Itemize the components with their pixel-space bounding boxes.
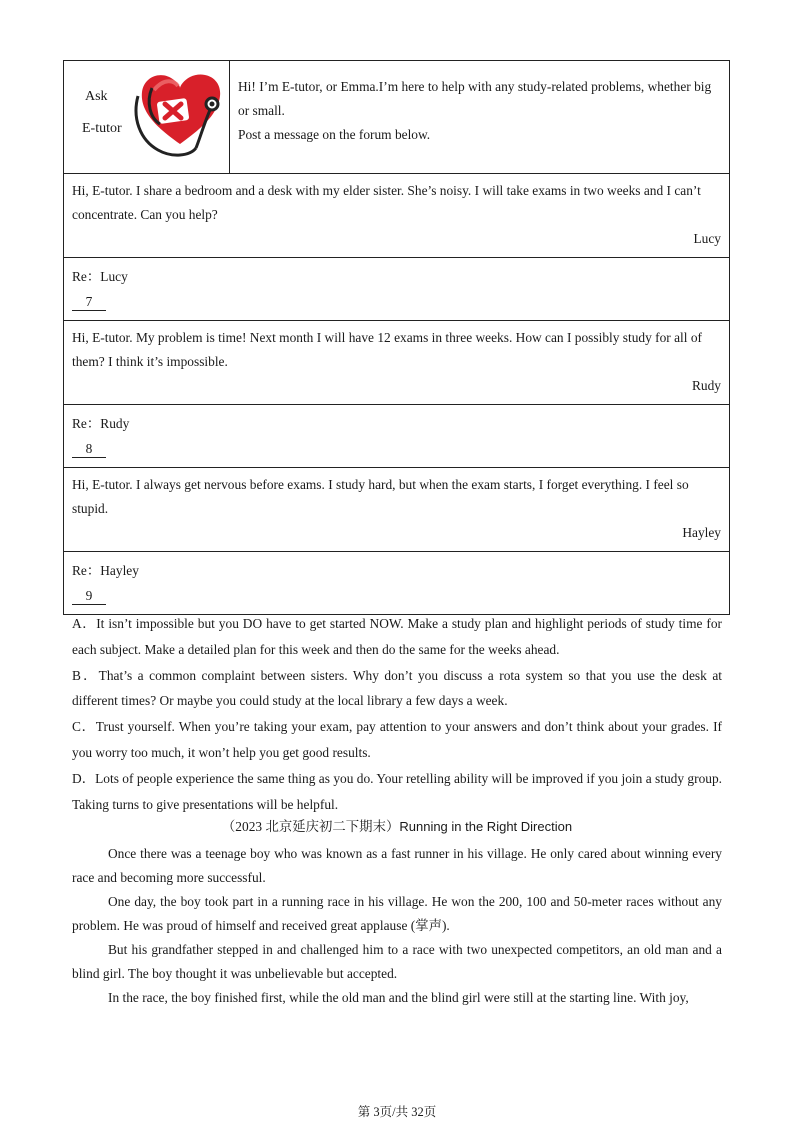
option-c: C．Trust yourself. When you’re taking your exam, pay attention to your answers and don’t think about your grades. If you worry too much, it won’t help you get good results. — [72, 719, 722, 760]
post-text: Hi, E-tutor. My problem is time! Next month I will have 12 exams in three weeks. How can I possibly study for all of them? I think it’s impossible. — [72, 330, 702, 369]
post-author: Hayley — [682, 525, 721, 540]
e-tutor-intro — [230, 61, 730, 174]
forum-post-rudy — [64, 321, 730, 405]
e-tutor-forum-table — [63, 60, 730, 615]
answer-options — [72, 611, 722, 817]
post-text: Hi, E-tutor. I always get nervous before exams. I study hard, but when the exam starts, I forget everything. I feel so stupid. — [72, 477, 689, 516]
forum-post-hayley — [64, 468, 730, 552]
post-author: Rudy — [691, 378, 721, 393]
answer-blank-8[interactable]: 8 — [72, 441, 106, 458]
passage-title: Running in the Right Direction — [399, 819, 573, 834]
passage-paragraph: But his grandfather stepped in and challenged him to a race with two unexpected competitors, an old man and a blind girl. The boy thought it was unbelievable but accepted. — [72, 942, 722, 981]
passage-paragraph: One day, the boy took part in a running race in his village. He won the 200, 100 and 50-meter races without any problem. He was proud of himself and received great applause (掌声). — [72, 894, 722, 933]
answer-blank-9[interactable]: 9 — [72, 588, 106, 605]
e-tutor-label: E-tutor — [82, 121, 122, 136]
option-a: A．It isn’t impossible but you DO have to get started NOW. Make a study plan and highlight periods of study time for each subject. Make a detailed plan for this week and then do the same for the weeks ahead. — [72, 616, 722, 657]
reply-label: Re：Lucy — [72, 269, 128, 284]
reading-passage — [72, 842, 722, 1010]
passage-paragraph: Once there was a teenage boy who was known as a fast runner in his village. He only cared about winning every race and becoming more successful. — [72, 846, 722, 885]
page-number: 第 3页/共 32页 — [357, 1105, 437, 1119]
reply-label: Re：Hayley — [72, 563, 139, 578]
post-text: Hi, E-tutor. I share a bedroom and a desk with my elder sister. She’s noisy. I will take exams in two weeks and I can’t concentrate. Can you help? — [72, 183, 701, 222]
ask-label: Ask — [85, 89, 108, 104]
answer-blank-7[interactable]: 7 — [72, 294, 106, 311]
intro-instruction: Post a message on the forum below. — [238, 127, 431, 142]
passage-paragraph: In the race, the boy finished first, while the old man and the blind girl were still at the starting line. With joy, — [108, 990, 689, 1005]
passage-source: （2023 北京延庆初二下期末） — [221, 819, 400, 834]
post-author: Lucy — [693, 231, 721, 246]
intro-text: Hi! I’m E-tutor, or Emma.I’m here to help with any study-related problems, whether big or small. — [238, 79, 712, 118]
forum-post-lucy — [64, 174, 730, 258]
heart-stethoscope-icon — [134, 66, 226, 162]
e-tutor-logo-cell — [64, 61, 230, 174]
reply-hayley — [64, 552, 730, 615]
option-b: B．That’s a common complaint between sisters. Why don’t you discuss a rota system so that you use the desk at different times? Or maybe you could study at the local library a few days a week. — [72, 667, 722, 709]
reply-rudy — [64, 405, 730, 468]
reply-label: Re：Rudy — [72, 416, 130, 431]
passage-heading — [0, 816, 794, 838]
reply-lucy — [64, 258, 730, 321]
option-d: D．Lots of people experience the same thing as you do. Your retelling ability will be improved if you join a study group. Taking turns to give presentations will be helpful. — [72, 770, 722, 812]
